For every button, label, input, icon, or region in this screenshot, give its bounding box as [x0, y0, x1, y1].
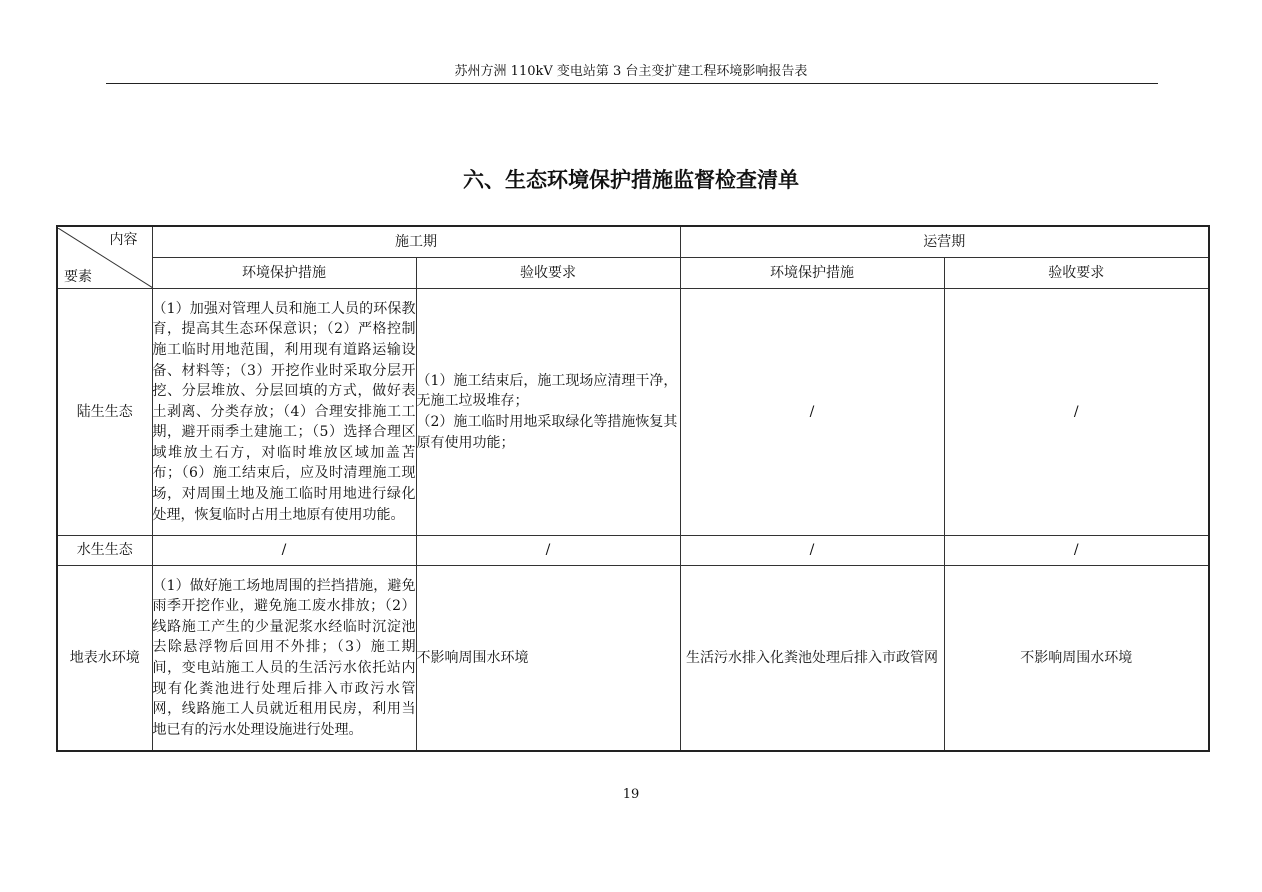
operation-acceptance-cell: /: [944, 289, 1209, 536]
row-label: 水生生态: [57, 536, 152, 566]
corner-label-content: 内容: [109, 231, 138, 248]
operation-acceptance-cell: /: [944, 536, 1209, 566]
phase-header-row: [57, 226, 1209, 258]
table-row: [57, 289, 1209, 536]
page-number: 19: [622, 787, 640, 802]
construction-measures-cell: /: [152, 536, 416, 566]
construction-acceptance-header: 验收要求: [416, 258, 680, 289]
acceptance-item: （2）施工临时用地采取绿化等措施恢复其原有使用功能；: [416, 414, 678, 451]
construction-acceptance-cell: [416, 289, 680, 536]
row-label: 地表水环境: [57, 566, 152, 752]
construction-measures-cell: （1）做好施工场地周围的拦挡措施，避免雨季开挖作业，避免施工废水排放；（2）线路施工产生的少量泥浆水经临时沉淀池去除悬浮物后回用不外排；（3）施工期间，变电站施工人员的生活污水依托站内现有化粪池进行处理后排入市政污水管网，线路施工人员就近租用民房，利用当地已有的污水处理设施进行处理。: [152, 566, 416, 752]
construction-measures-header: 环境保护措施: [152, 258, 416, 289]
running-header: 苏州方洲 110kV 变电站第 3 台主变扩建工程环境影响报告表: [454, 64, 808, 79]
acceptance-item: （1）施工结束后，施工现场应清理干净，无施工垃圾堆存；: [416, 372, 678, 410]
supervision-checklist-table: [56, 225, 1210, 752]
column-header-row: [57, 258, 1209, 289]
operation-measures-header: 环境保护措施: [680, 258, 944, 289]
table-row: [57, 566, 1209, 752]
operation-acceptance-header: 验收要求: [944, 258, 1209, 289]
construction-acceptance-cell: /: [416, 536, 680, 566]
corner-label-element: 要素: [64, 268, 92, 285]
construction-measures-cell: （1）加强对管理人员和施工人员的环保教育，提高其生态环保意识；（2）严格控制施工临时用地范围，利用现有道路运输设备、材料等；（3）开挖作业时采取分层开挖、分层堆放、分层回填的方式，做好表土剥离、分类存放；（4）合理安排施工工期，避开雨季土建施工；（5）选择合理区域堆放土石方，对临时堆放区域加盖苫布；（6）施工结束后，应及时清理施工现场，对周围土地及施工临时用地进行绿化处理，恢复临时占用土地原有使用功能。: [152, 289, 416, 536]
row-label: 陆生生态: [57, 289, 152, 536]
operation-measures-cell: /: [680, 289, 944, 536]
table-row: [57, 536, 1209, 566]
operation-measures-cell: 生活污水排入化粪池处理后排入市政管网: [680, 566, 944, 752]
section-title: 六、生态环境保护措施监督检查清单: [463, 168, 799, 192]
diagonal-header-cell: [57, 226, 152, 289]
construction-acceptance-cell: 不影响周围水环境: [416, 566, 680, 752]
construction-phase-header: 施工期: [152, 226, 680, 258]
operation-acceptance-cell: 不影响周围水环境: [944, 566, 1209, 752]
header-rule: [106, 83, 1158, 84]
operation-phase-header: 运营期: [680, 226, 1209, 258]
operation-measures-cell: /: [680, 536, 944, 566]
